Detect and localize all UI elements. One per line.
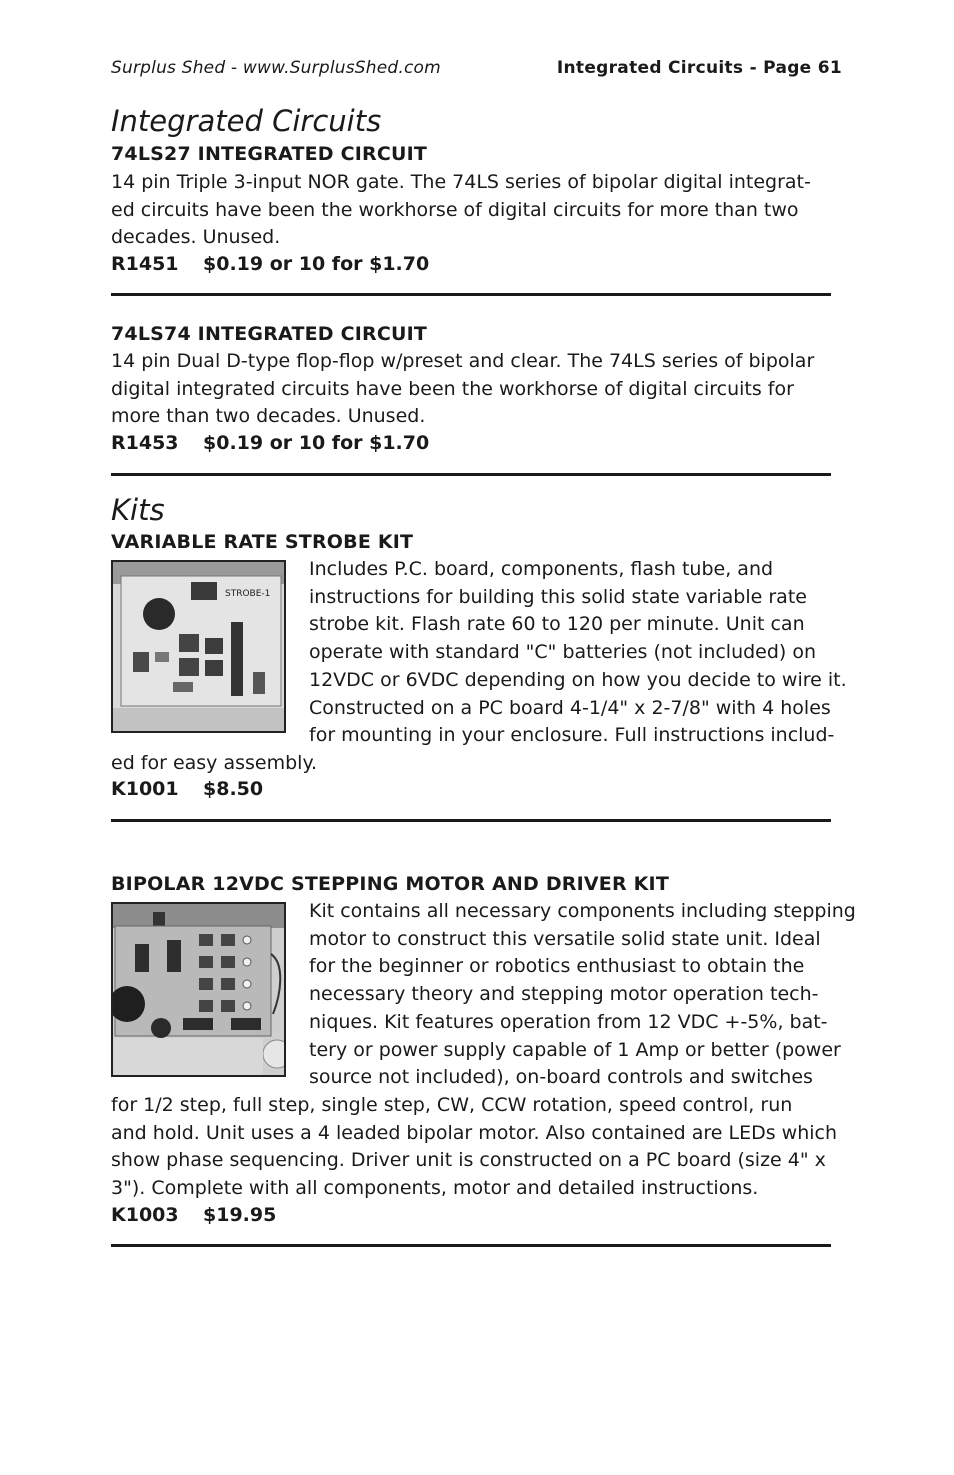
description-line: necessary theory and stepping motor operation tech- [309,983,819,1006]
description-line: source not included), on-board controls and switches [309,1066,813,1089]
description-line: ed for easy assembly. [111,752,318,774]
item-code: R1453 [111,432,179,454]
item-description-strobe-kit-continued [111,750,317,778]
item-price-74ls27 [111,253,429,275]
item-code: K1001 [111,778,179,800]
divider [111,1244,831,1247]
description-line: Constructed on a PC board 4-1/4" x 2-7/8" with 4 holes [309,696,831,719]
description-line: ed circuits have been the workhorse of digital circuits for more than two [111,198,799,221]
description-line: niques. Kit features operation from 12 VDC +-5%, bat- [309,1010,828,1033]
description-line: motor to construct this versatile solid state unit. Ideal [309,927,821,950]
stepping-motor-board-illustration [113,904,284,1075]
divider [111,819,831,822]
item-description-strobe-kit [309,556,847,750]
description-line: for the beginner or robotics enthusiast to obtain the [309,955,805,978]
strobe-kit-photo [111,560,286,733]
description-line: show phase sequencing. Driver unit is constructed on a PC board (size 4" x [111,1149,826,1172]
description-line: digital integrated circuits have been the workhorse of digital circuits for [111,377,794,400]
item-price-strobe-kit [111,778,263,800]
section-title-kits: Kits [111,493,165,527]
description-line: 14 pin Dual D-type flop-flop w/preset and clear. The 74LS series of bipolar [111,350,815,372]
item-code: K1003 [111,1204,179,1226]
item-price: $0.19 or 10 for $1.70 [203,253,430,275]
item-description-stepping-motor-kit [309,898,856,1092]
item-title-stepping-motor-kit: BIPOLAR 12VDC STEPPING MOTOR AND DRIVER KIT [111,873,669,895]
description-line: for 1/2 step, full step, single step, CW, CCW rotation, speed control, run [111,1094,793,1116]
item-code: R1451 [111,253,179,275]
divider [111,293,831,296]
description-line: for mounting in your enclosure. Full instructions includ- [309,724,835,747]
description-line: 14 pin Triple 3-input NOR gate. The 74LS series of bipolar digital integrat- [111,171,811,193]
item-price: $19.95 [203,1204,277,1226]
header-page-label: Integrated Circuits - Page 61 [556,58,842,78]
description-line: tery or power supply capable of 1 Amp or better (power [309,1038,841,1061]
description-line: more than two decades. Unused. [111,405,426,428]
item-description-stepping-motor-kit-continued [111,1092,837,1203]
strobe-board-illustration [113,562,284,731]
stepping-motor-kit-photo [111,902,286,1077]
description-line: strobe kit. Flash rate 60 to 120 per minute. Unit can [309,613,805,636]
board-label: STROBE-1 [225,589,271,599]
description-line: instructions for building this solid state variable rate [309,585,807,608]
item-description-74ls74 [111,348,814,431]
divider [111,473,831,476]
item-title-74ls74: 74LS74 INTEGRATED CIRCUIT [111,323,428,345]
item-title-strobe-kit: VARIABLE RATE STROBE KIT [111,531,414,553]
item-price: $0.19 or 10 for $1.70 [203,432,430,454]
description-line: Includes P.C. board, components, flash tube, and [309,558,774,580]
item-price-74ls74 [111,432,429,454]
header-site-name: Surplus Shed - www.SurplusShed.com [111,58,441,78]
section-title-integrated-circuits: Integrated Circuits [111,104,382,138]
item-price-stepping-motor-kit [111,1204,276,1226]
item-title-74ls27: 74LS27 INTEGRATED CIRCUIT [111,143,428,165]
description-line: 12VDC or 6VDC depending on how you decide to wire it. [309,668,847,691]
item-description-74ls27 [111,169,811,252]
description-line: Kit contains all necessary components including stepping [309,900,856,922]
description-line: operate with standard "C" batteries (not included) on [309,641,817,664]
item-price: $8.50 [203,778,264,800]
description-line: 3"). Complete with all components, motor and detailed instructions. [111,1177,759,1200]
description-line: decades. Unused. [111,226,281,249]
description-line: and hold. Unit uses a 4 leaded bipolar motor. Also contained are LEDs which [111,1121,838,1144]
